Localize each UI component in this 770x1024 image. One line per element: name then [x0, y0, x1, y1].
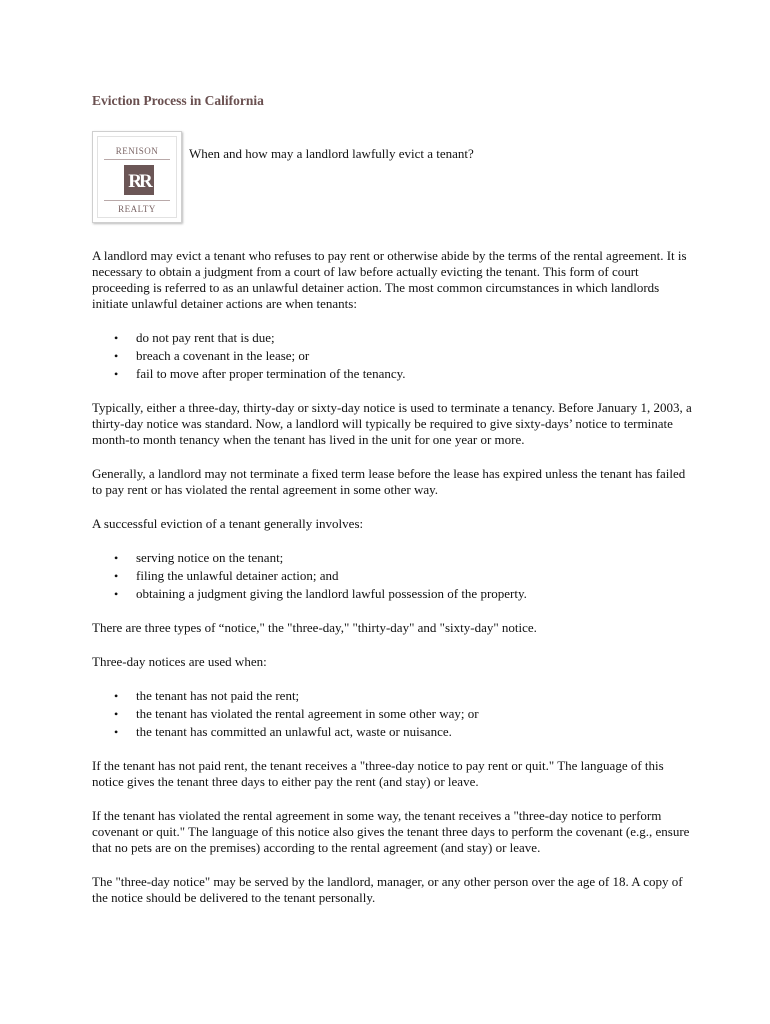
logo-bottom-text: REALTY: [118, 204, 156, 214]
list-item-text: the tenant has committed an unlawful act, waste or nuisance.: [136, 724, 452, 739]
bullet-icon: •: [114, 707, 119, 721]
paragraph-perform-covenant: If the tenant has violated the rental agreement in some way, the tenant receives a "three-day notice to perform covenant or quit." The language of this notice also gives the tenant three days to perform the covenant (e.g., ensure that no pets are on the premises) according to the rental agreement (and stay) or leave.: [92, 808, 690, 855]
paragraph-service-of-notice: The "three-day notice" may be served by the landlord, manager, or any other person over the age of 18. A copy of the notice should be delivered to the tenant personally.: [92, 874, 683, 905]
bullet-icon: •: [114, 587, 119, 601]
list-item-text: do not pay rent that is due;: [136, 330, 275, 345]
list-item-text: the tenant has violated the rental agreement in some other way; or: [136, 706, 479, 721]
logo-monogram-text: RR: [128, 171, 150, 192]
logo-top-text: RENISON: [115, 146, 159, 156]
intro-question: When and how may a landlord lawfully evict a tenant?: [189, 146, 474, 161]
logo-frame: [97, 136, 177, 218]
list-item: [92, 706, 692, 722]
rr-monogram-icon: [124, 165, 154, 195]
list-item-text: the tenant has not paid the rent;: [136, 688, 300, 703]
logo-divider-top: [104, 159, 170, 160]
list-item: [92, 724, 692, 740]
paragraph-fixed-term: Generally, a landlord may not terminate a fixed term lease before the lease has expired unless the tenant has failed to pay rent or has violated the rental agreement in some other way.: [92, 466, 686, 497]
list-item-text: filing the unlawful detainer action; and: [136, 568, 339, 583]
list-item: [92, 568, 692, 584]
bullet-icon: •: [114, 551, 119, 565]
paragraph-three-types: There are three types of “notice," the "three-day," "thirty-day" and "sixty-day" notice.: [92, 620, 537, 635]
three-day-reasons-list: [92, 688, 692, 740]
bullet-icon: •: [114, 349, 119, 363]
paragraph-pay-rent-or-quit: If the tenant has not paid rent, the tenant receives a "three-day notice to pay rent or quit." The language of this notice gives the tenant three days to either pay the rent (and stay) or leave.: [92, 758, 664, 789]
bullet-icon: •: [114, 331, 119, 345]
list-item: [92, 688, 692, 704]
renison-realty-logo: [92, 131, 182, 223]
logo-divider-bottom: [104, 200, 170, 201]
document-body: [92, 248, 692, 924]
list-item-text: serving notice on the tenant;: [136, 550, 284, 565]
bullet-icon: •: [114, 367, 119, 381]
list-item: [92, 366, 692, 382]
list-item-text: obtaining a judgment giving the landlord lawful possession of the property.: [136, 586, 527, 601]
paragraph-three-day-used: Three-day notices are used when:: [92, 654, 267, 669]
list-item-text: fail to move after proper termination of the tenancy.: [136, 366, 406, 381]
list-item-text: breach a covenant in the lease; or: [136, 348, 310, 363]
list-item: [92, 348, 692, 364]
bullet-icon: •: [114, 569, 119, 583]
list-item: [92, 586, 692, 602]
list-item: [92, 330, 692, 346]
paragraph-intro: A landlord may evict a tenant who refuses to pay rent or otherwise abide by the terms of the rental agreement. It is necessary to obtain a judgment from a court of law before actually evicting the tenant. This form of court proceeding is referred to as an unlawful detainer action. The most common circumstances in which landlords initiate unlawful detainer actions are when tenants:: [92, 248, 687, 311]
bullet-icon: •: [114, 725, 119, 739]
page-title: Eviction Process in California: [92, 93, 264, 108]
bullet-icon: •: [114, 689, 119, 703]
paragraph-notice-types: Typically, either a three-day, thirty-day or sixty-day notice is used to terminate a tenancy. Before January 1, 2003, a thirty-day notice was standard. Now, a landlord will typically be required to give sixty-days’ notice to terminate month-to month tenancy when the tenant has lived in the unit for one year or more.: [92, 400, 692, 447]
list-item: [92, 550, 692, 566]
eviction-steps-list: [92, 550, 692, 602]
tenant-circumstances-list: [92, 330, 692, 382]
paragraph-successful-eviction: A successful eviction of a tenant generally involves:: [92, 516, 364, 531]
